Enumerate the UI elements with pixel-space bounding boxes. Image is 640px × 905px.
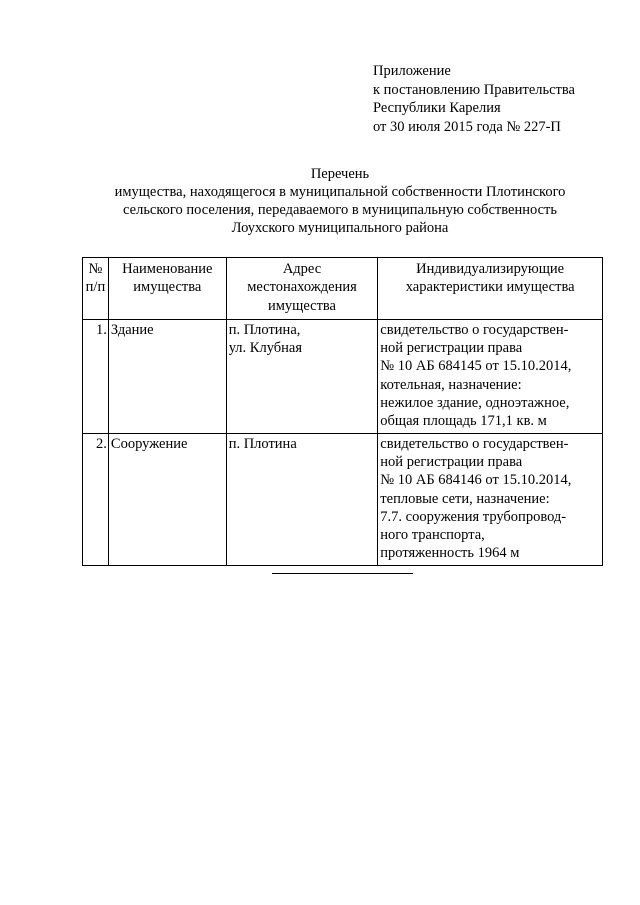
appendix-line: к постановлению Правительства [373, 81, 575, 98]
appendix-line: Республики Карелия [373, 100, 501, 116]
header-name: Наименование имущества [108, 258, 226, 320]
header-num: № п/п [83, 258, 109, 320]
row-characteristics: свидетельство о государствен- ной регистрации права № 10 АБ 684145 от 15.10.2014, котельная, назначение: нежилое здание, одноэтажное, общая площадь 171,1 кв. м [378, 319, 603, 433]
title-heading: Перечень [310, 166, 370, 182]
document-title [100, 165, 580, 237]
title-line: Лоухского муниципального района [231, 220, 449, 236]
title-line: имущества, находящегося в муниципальной собственности Плотинского [114, 184, 566, 200]
header-address: Адрес местонахождения имущества [226, 258, 378, 320]
property-table [82, 257, 603, 566]
header-characteristics: Индивидуализирующие характеристики имущества [378, 258, 603, 320]
appendix-line: Приложение [373, 63, 451, 79]
appendix-header [373, 62, 575, 136]
row-name: Сооружение [108, 433, 226, 565]
row-name: Здание [108, 319, 226, 433]
title-line: сельского поселения, передаваемого в муниципальную собственность [123, 202, 557, 218]
row-address: п. Плотина [226, 433, 378, 565]
closing-line [272, 573, 413, 574]
appendix-line: от 30 июля 2015 года № 227-П [373, 118, 561, 135]
row-number: 1. [83, 319, 109, 433]
row-characteristics: свидетельство о государствен- ной регистрации права № 10 АБ 684146 от 15.10.2014, тепловые сети, назначение: 7.7. сооружения трубопровод- ного транспорта, протяженность 1964 м [378, 433, 603, 565]
table-row [83, 319, 603, 433]
row-address: п. Плотина, ул. Клубная [226, 319, 378, 433]
table-header-row [83, 258, 603, 320]
table-row [83, 433, 603, 565]
row-number: 2. [83, 433, 109, 565]
